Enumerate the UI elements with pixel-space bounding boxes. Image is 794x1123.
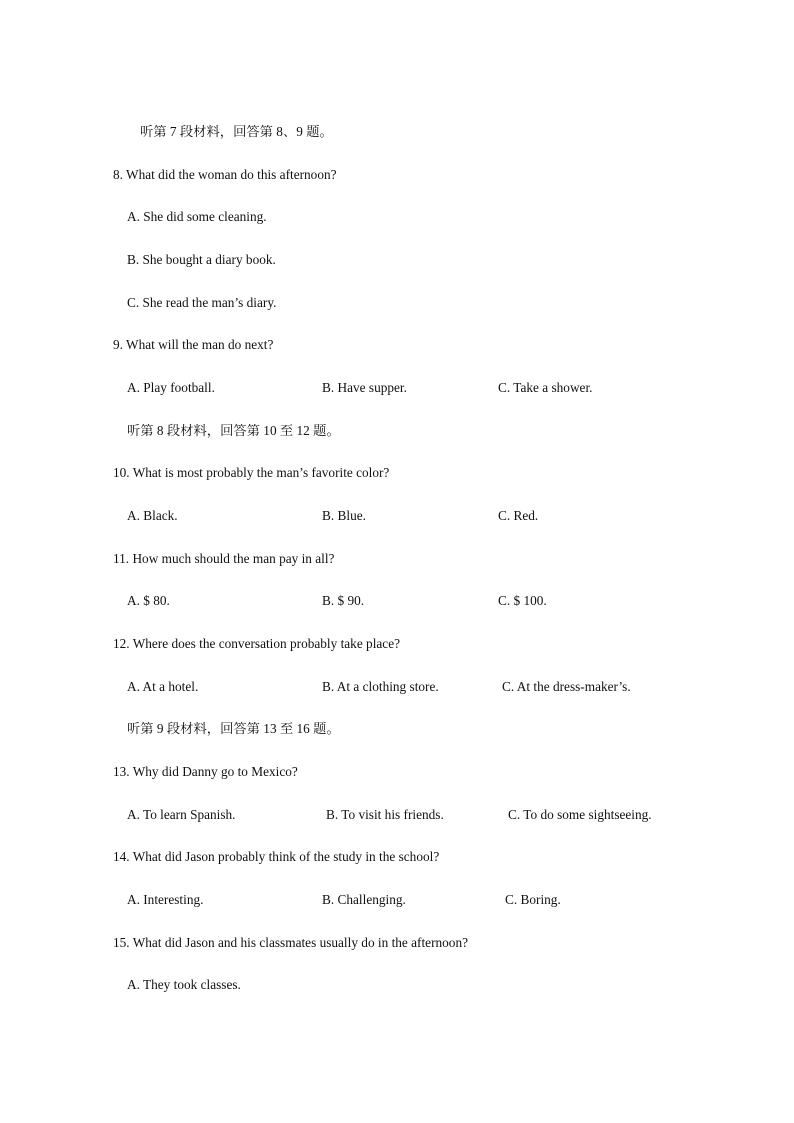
- q8-option-a: A. She did some cleaning.: [127, 209, 267, 224]
- q12-option-b: B. At a clothing store.: [322, 679, 439, 694]
- q11-option-b: B. $ 90.: [322, 593, 365, 608]
- q9-option-c: C. Take a shower.: [498, 380, 593, 395]
- q14-option-a: A. Interesting.: [127, 892, 204, 907]
- q13-option-b: B. To visit his friends.: [326, 807, 444, 822]
- q14-option-b: B. Challenging.: [322, 892, 406, 907]
- question-12: 12. Where does the conversation probably take place?: [113, 636, 400, 651]
- question-15: 15. What did Jason and his classmates usually do in the afternoon?: [113, 935, 469, 950]
- q12-option-a: A. At a hotel.: [127, 679, 199, 694]
- q14-option-c: C. Boring.: [505, 892, 561, 907]
- q13-option-c: C. To do some sightseeing.: [508, 807, 652, 822]
- q13-option-a: A. To learn Spanish.: [127, 807, 236, 822]
- q11-option-c: C. $ 100.: [498, 593, 547, 608]
- q15-option-a: A. They took classes.: [127, 977, 241, 992]
- q12-option-c: C. At the dress-maker’s.: [502, 679, 631, 694]
- question-8: 8. What did the woman do this afternoon?: [113, 167, 337, 182]
- question-9: 9. What will the man do next?: [113, 337, 274, 352]
- q9-option-a: A. Play football.: [127, 380, 215, 395]
- q11-option-a: A. $ 80.: [127, 593, 170, 608]
- section-header-8: 听第 8 段材料，回答第 10 至 12 题。: [127, 423, 340, 438]
- q10-option-a: A. Black.: [127, 508, 178, 523]
- section-header-7: 听第 7 段材料，回答第 8、9 题。: [140, 124, 333, 139]
- q10-option-c: C. Red.: [498, 508, 539, 523]
- question-13: 13. Why did Danny go to Mexico?: [113, 764, 298, 779]
- q10-option-b: B. Blue.: [322, 508, 366, 523]
- q9-option-b: B. Have supper.: [322, 380, 407, 395]
- question-14: 14. What did Jason probably think of the study in the school?: [113, 849, 440, 864]
- question-10: 10. What is most probably the man’s favorite color?: [113, 465, 390, 480]
- section-header-9: 听第 9 段材料，回答第 13 至 16 题。: [127, 721, 340, 736]
- question-11: 11. How much should the man pay in all?: [113, 551, 335, 566]
- q8-option-b: B. She bought a diary book.: [127, 252, 276, 267]
- q8-option-c: C. She read the man’s diary.: [127, 295, 277, 310]
